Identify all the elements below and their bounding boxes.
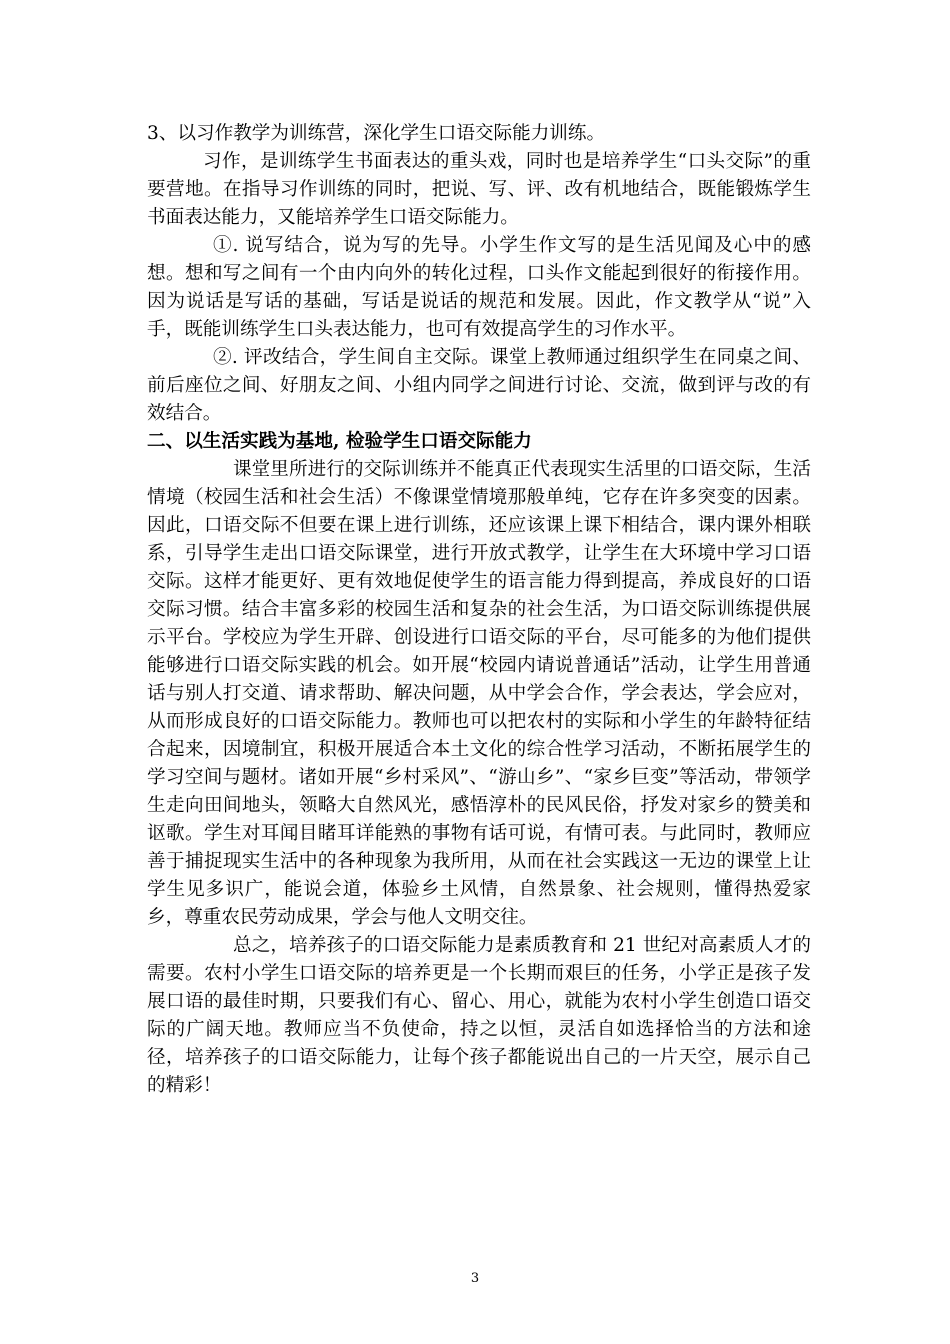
document-body [147, 120, 811, 1100]
section-subheading: 3、以习作教学为训练营，深化学生口语交际能力训练。 [147, 123, 606, 144]
paragraph-conclusion: 总之，培养孩子的口语交际能力是素质教育和 21 世纪对高素质人才的需要。农村小学生口语交际的培养更是一个长期而艰巨的任务，小学正是孩子发展口语的最佳时期，只要我们有心、留心、用心，就能为农村小学生创造口语交际的广阔天地。教师应当不负使命，持之以恒，灵活自如选择恰当的方法和途径，培养孩子的口语交际能力，让每个孩子都能说出自己的一片天空，展示自己的精彩！ [147, 935, 811, 1096]
section-heading: 二、以生活实践为基地, 检验学生口语交际能力 [147, 431, 532, 452]
paragraph-speak-write: ①. 说写结合，说为写的先导。小学生作文写的是生活见闻及心中的感想。想和写之间有一个由内向外的转化过程，口头作文能起到很好的衔接作用。因为说话是写话的基础，写话是说话的规范和发展。因此，作文教学从“说”入手，既能训练学生口头表达能力，也可有效提高学生的习作水平。 [147, 235, 811, 340]
page-number: 3 [470, 1271, 480, 1286]
paragraph-life-practice: 课堂里所进行的交际训练并不能真正代表现实生活里的口语交际，生活情境（校园生活和社会生活）不像课堂情境那般单纯，它存在许多突变的因素。因此，口语交际不但要在课上进行训练，还应该课上课下相结合，课内课外相联系，引导学生走出口语交际课堂，进行开放式教学，让学生在大环境中学习口语交际。这样才能更好、更有效地促使学生的语言能力得到提高，养成良好的口语交际习惯。结合丰富多彩的校园生活和复杂的社会生活，为口语交际训练提供展示平台。学校应为学生开辟、创设进行口语交际的平台，尽可能多的为他们提供能够进行口语交际实践的机会。如开展“校园内请说普通话”活动，让学生用普通话与别人打交道、请求帮助、解决问题，从中学会合作，学会表达，学会应对，从而形成良好的口语交际能力。教师也可以把农村的实际和小学生的年龄特征结合起来，因境制宜，积极开展适合本土文化的综合性学习活动，不断拓展学生的学习空间与题材。诸如开展“乡村采风”、“游山乡”、“家乡巨变”等活动，带领学生走向田间地头，领略大自然风光，感悟淳朴的民风民俗，抒发对家乡的赞美和讴歌。学生对耳闻目睹耳详能熟的事物有话可说，有情可表。与此同时，教师应善于捕捉现实生活中的各种现象为我所用，从而在社会实践这一无边的课堂上让学生见多识广，能说会道，体验乡土风情，自然景象、社会规则，懂得热爱家乡，尊重农民劳动成果，学会与他人文明交往。 [147, 459, 811, 928]
paragraph-writing-practice: 习作，是训练学生书面表达的重头戏，同时也是培养学生“口头交际”的重要营地。在指导习作训练的同时，把说、写、评、改有机地结合，既能锻炼学生书面表达能力，又能培养学生口语交际能力。 [147, 151, 811, 228]
paragraph-review-revise: ②. 评改结合，学生间自主交际。课堂上教师通过组织学生在同桌之间、前后座位之间、好朋友之间、小组内同学之间进行讨论、交流，做到评与改的有效结合。 [147, 347, 811, 424]
